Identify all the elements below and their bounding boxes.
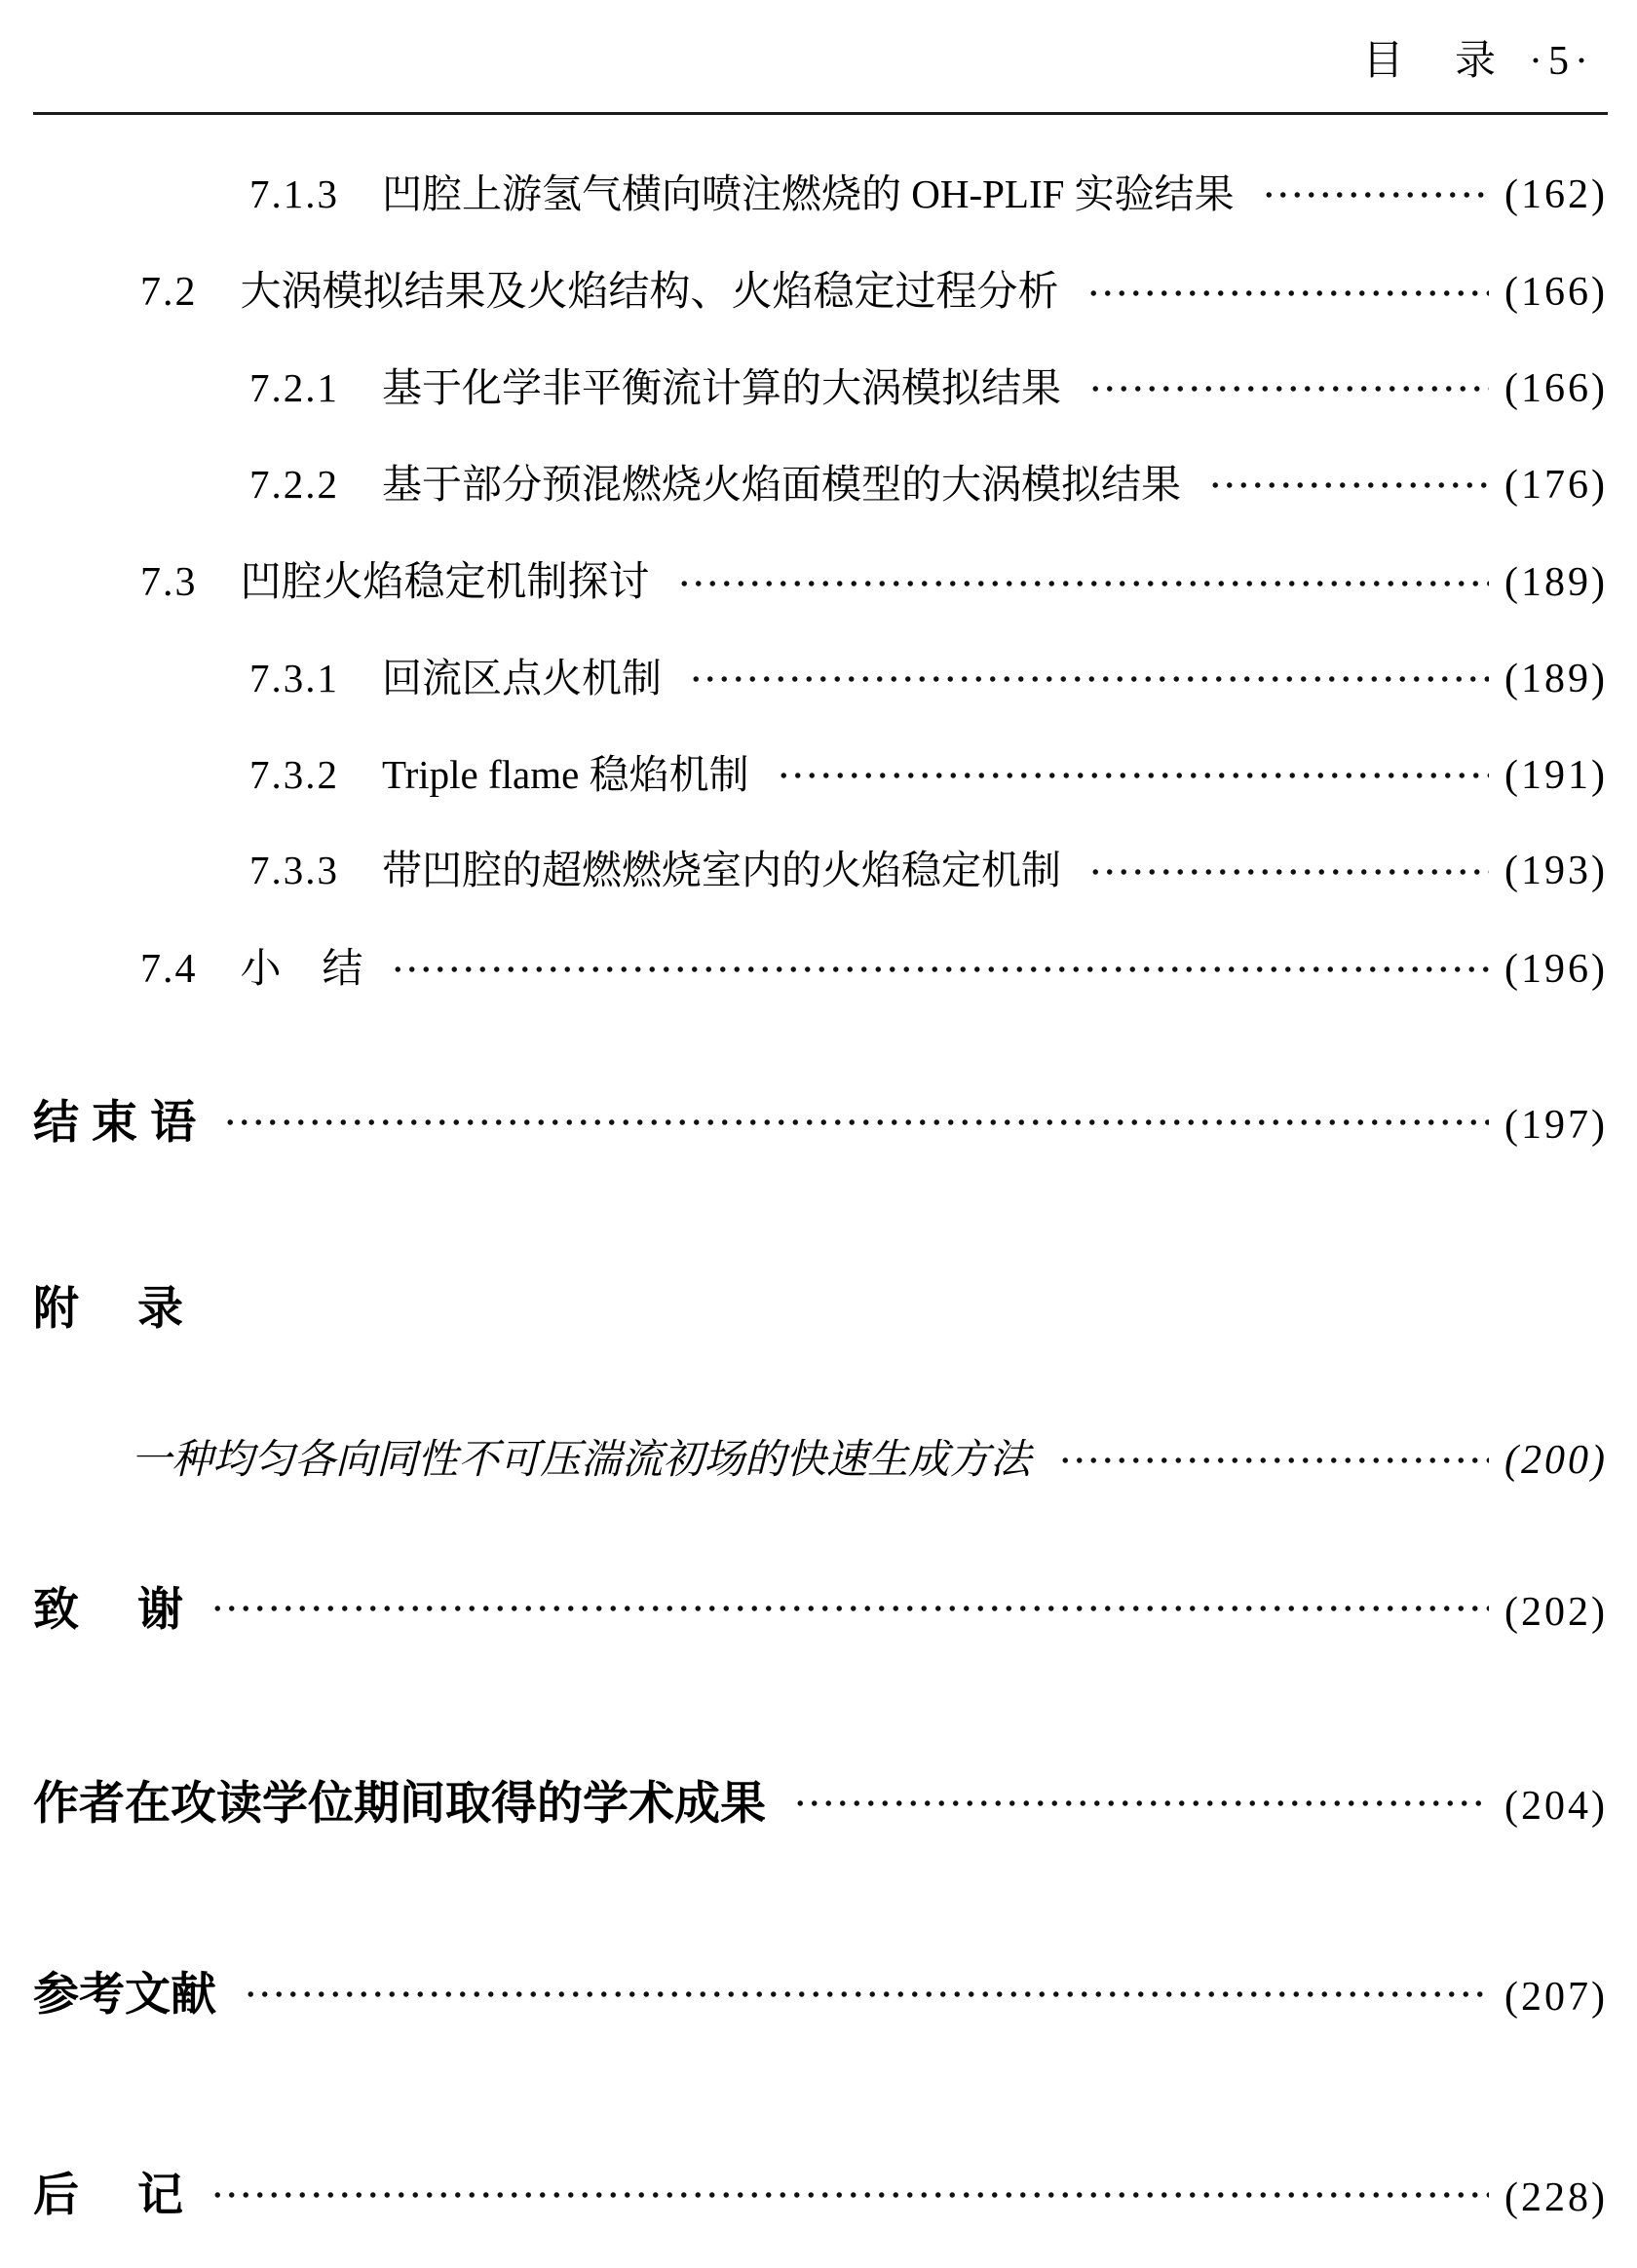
header-rule (33, 112, 1608, 115)
entry-page: (166) (1504, 365, 1608, 411)
dot-leader (223, 1102, 1489, 1143)
toc-entry-7-3-1 (33, 652, 1608, 707)
entry-title: 一种均匀各向同性不可压湍流初场的快速生成方法 (131, 1437, 1032, 1483)
toc-entry-conclusion (33, 1091, 1608, 1153)
entry-title: 凹腔火焰稳定机制探讨 (240, 560, 650, 606)
entry-title: 回流区点火机制 (382, 656, 662, 701)
dot-leader (391, 949, 1490, 990)
running-head-title: 目 录 (1362, 39, 1497, 84)
entry-title: 基于化学非平衡流计算的大涡模拟结果 (382, 364, 1061, 410)
entry-page: (207) (1504, 1974, 1608, 2020)
toc-entry-7-3-2 (33, 748, 1608, 804)
entry-page: (176) (1504, 462, 1608, 508)
entry-title: 凹腔上游氢气横向喷注燃烧的 OH-PLIF 实验结果 (382, 170, 1235, 216)
dot-leader (689, 659, 1489, 699)
entry-title: 结 束 语 (33, 1095, 197, 1148)
dot-leader (777, 755, 1489, 796)
entry-page: (166) (1504, 270, 1608, 316)
toc-entry-7-3 (33, 555, 1608, 611)
toc-entry-7-2 (33, 265, 1608, 321)
entry-title: 致 谢 (33, 1582, 184, 1635)
dot-leader (244, 1974, 1489, 2015)
dot-leader (677, 563, 1490, 604)
toc-entry-acknowledgements (33, 1578, 1608, 1641)
entry-number: 7.3.3 (249, 848, 339, 893)
entry-page: (202) (1504, 1589, 1608, 1635)
dot-leader (1088, 851, 1489, 892)
entry-title: 附 录 (33, 1282, 184, 1335)
entry-title: 小 结 (240, 947, 363, 993)
entry-number: 7.3.2 (249, 751, 339, 797)
toc-entry-publications (33, 1772, 1608, 1834)
running-head (33, 35, 1608, 89)
entry-title: 基于部分预混燃烧火焰面模型的大涡模拟结果 (382, 461, 1181, 507)
entry-page: (189) (1504, 657, 1608, 702)
entry-page: (189) (1504, 560, 1608, 606)
entry-page: (162) (1504, 171, 1608, 217)
toc-entry-references (33, 1963, 1608, 2025)
entry-number: 7.3 (140, 560, 198, 606)
dot-leader (210, 1588, 1489, 1629)
entry-number: 7.2 (140, 270, 198, 316)
entry-page: (200) (1504, 1437, 1608, 1483)
toc-entry-appendix-item (33, 1433, 1608, 1489)
toc-entry-appendix-heading (33, 1277, 1608, 1339)
entry-title: 参考文献 (33, 1967, 216, 2020)
entry-title: Triple flame 稳焰机制 (382, 751, 749, 797)
toc-entry-7-2-2 (33, 458, 1608, 513)
dot-leader (1088, 368, 1489, 409)
dot-leader (1208, 465, 1489, 506)
entry-title: 大涡模拟结果及火焰结构、火焰稳定过程分析 (240, 270, 1059, 316)
entry-page: (196) (1504, 947, 1608, 993)
entry-number: 7.4 (140, 947, 198, 993)
dot-leader (1058, 1440, 1489, 1481)
entry-page: (193) (1504, 849, 1608, 894)
page-folio: ·5· (1529, 39, 1594, 84)
entry-page: (197) (1504, 1102, 1608, 1148)
entry-page: (204) (1504, 1784, 1608, 1830)
dot-leader (1262, 174, 1489, 215)
dot-leader (1086, 273, 1490, 314)
entry-number: 7.3.1 (249, 656, 339, 701)
dot-leader (210, 2174, 1489, 2215)
toc-entry-7-3-3 (33, 844, 1608, 899)
toc-entry-postscript (33, 2164, 1608, 2226)
toc-entry-7-4 (33, 942, 1608, 998)
entry-page: (228) (1504, 2174, 1608, 2220)
entry-title: 带凹腔的超燃燃烧室内的火焰稳定机制 (382, 848, 1061, 893)
entry-page: (191) (1504, 752, 1608, 798)
entry-title: 作者在攻读学位期间取得的学术成果 (33, 1777, 766, 1830)
entry-number: 7.2.2 (249, 461, 339, 507)
dot-leader (793, 1783, 1489, 1824)
toc-entry-7-2-1 (33, 361, 1608, 417)
entry-number: 7.2.1 (249, 364, 339, 410)
entry-title: 后 记 (33, 2168, 184, 2220)
toc-entry-7-1-3 (33, 168, 1608, 223)
entry-number: 7.1.3 (249, 170, 339, 216)
